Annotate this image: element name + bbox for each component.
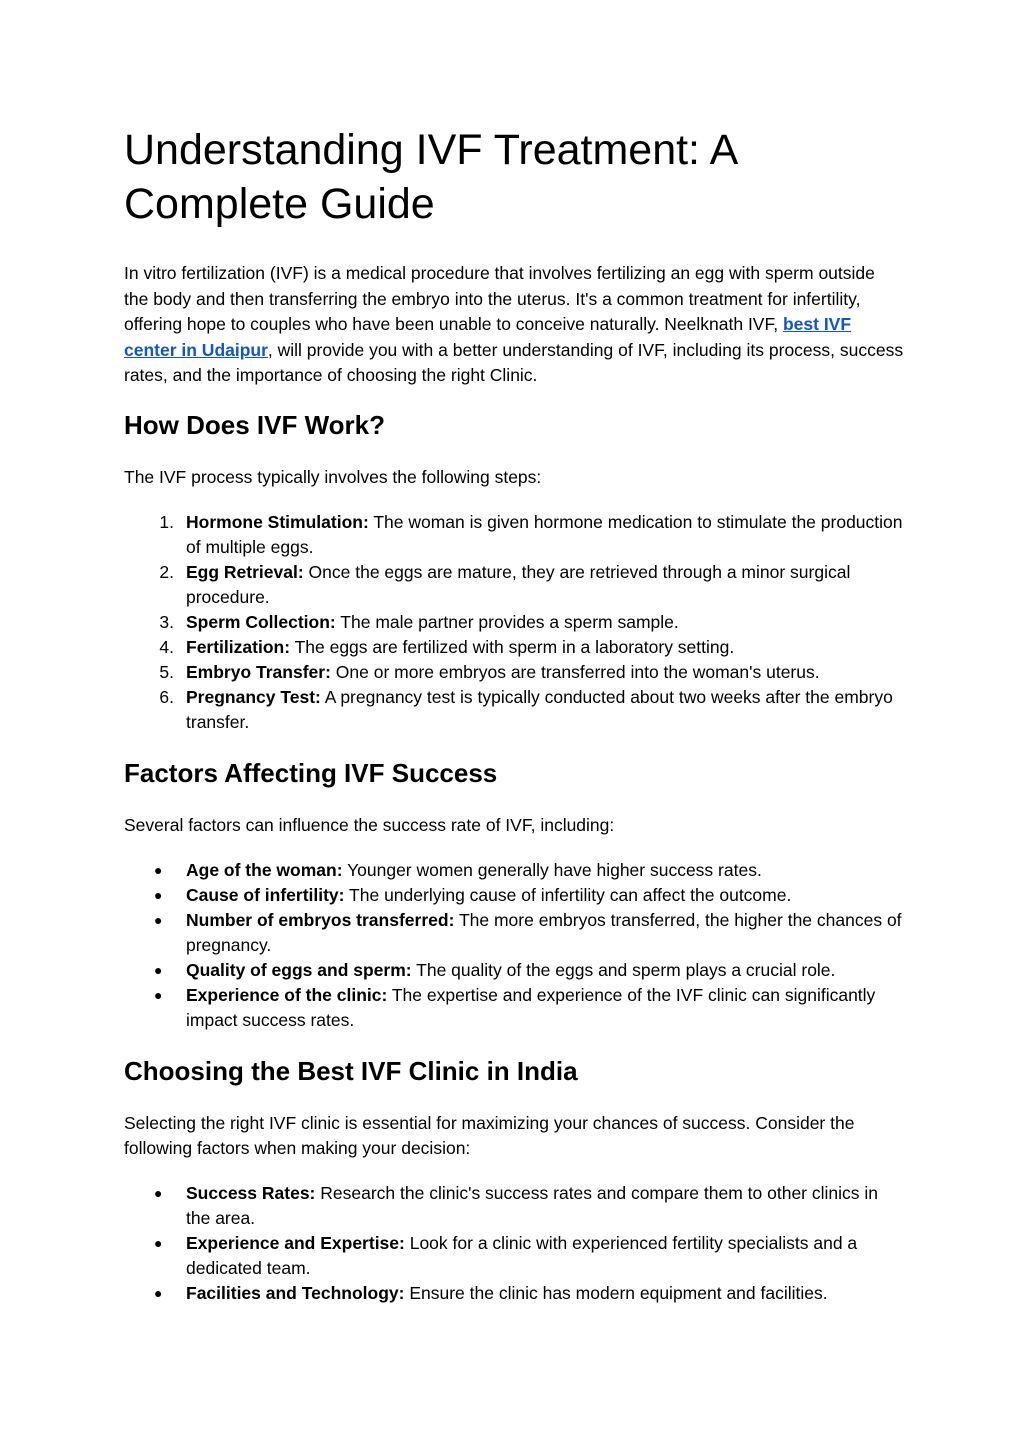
list-item-term: Fertilization: <box>186 637 291 657</box>
list-item-term: Age of the woman: <box>186 860 343 880</box>
intro-text-after-link: , will provide you with a better understanding of IVF, including its process, success rates, and the importance of choosing the right Clinic. <box>124 339 904 385</box>
factors-lead-text: Several factors can influence the success rate of IVF, including: <box>124 815 615 835</box>
list-item-text: The male partner provides a sperm sample. <box>335 612 679 632</box>
list-item-term: Sperm Collection: <box>186 612 336 632</box>
list-marker: 1. <box>159 512 174 532</box>
list-item-text: Look for a clinic with experienced fertility specialists and a dedicated team. <box>186 1233 858 1278</box>
ivf-step-item <box>124 685 904 735</box>
list-item-text: The more embryos transferred, the higher the chances of pregnancy. <box>186 910 902 955</box>
ivf-step-item <box>124 660 904 685</box>
ivf-step-item <box>124 510 904 560</box>
list-marker: 6. <box>159 687 174 707</box>
list-item-term: Success Rates: <box>186 1183 316 1203</box>
ivf-step-item <box>124 610 904 635</box>
intro-text-before-link: In vitro fertilization (IVF) is a medical procedure that involves fertilizing an egg with sperm outside the body and then transferring the embryo into the uterus. It's a common treatment for infertility, offering hope to couples who have been unable to conceive naturally. Neelknath IVF, <box>124 263 875 334</box>
list-marker: ● <box>154 1185 163 1201</box>
factor-item <box>124 883 904 908</box>
heading-how-ivf-works: How Does IVF Work? <box>124 410 385 440</box>
list-item-term: Embryo Transfer: <box>186 662 331 682</box>
clinic-factor-item <box>124 1281 904 1306</box>
list-item-text: A pregnancy test is typically conducted about two weeks after the embryo transfer. <box>186 687 893 732</box>
heading-factors: Factors Affecting IVF Success <box>124 758 498 788</box>
list-marker: ● <box>154 1235 163 1251</box>
list-item-text: The expertise and experience of the IVF clinic can significantly impact success rates. <box>186 985 876 1030</box>
how-lead-text: The IVF process typically involves the following steps: <box>124 467 542 487</box>
factor-item <box>124 958 904 983</box>
list-item-text: The quality of the eggs and sperm plays a crucial role. <box>411 960 836 980</box>
list-item-text: The eggs are fertilized with sperm in a laboratory setting. <box>290 637 735 657</box>
intro-paragraph <box>124 261 904 389</box>
choosing-lead-text: Selecting the right IVF clinic is essential for maximizing your chances of success. Consider the following factors when making your decision: <box>124 1113 855 1158</box>
list-marker: ● <box>154 962 163 978</box>
list-item-term: Quality of eggs and sperm: <box>186 960 412 980</box>
list-item-term: Facilities and Technology: <box>186 1283 405 1303</box>
list-item-term: Pregnancy Test: <box>186 687 321 707</box>
list-item-term: Experience of the clinic: <box>186 985 388 1005</box>
list-marker: ● <box>154 1285 163 1301</box>
factors-list <box>124 858 904 1033</box>
list-marker: ● <box>154 912 163 928</box>
clinic-factor-item <box>124 1231 904 1281</box>
list-item-term: Egg Retrieval: <box>186 562 304 582</box>
ivf-steps-list <box>124 510 904 735</box>
heading-choosing-clinic: Choosing the Best IVF Clinic in India <box>124 1056 578 1086</box>
factor-item <box>124 983 904 1033</box>
document-title: Understanding IVF Treatment: A Complete Guide <box>124 126 736 228</box>
list-marker: ● <box>154 987 163 1003</box>
list-marker: 4. <box>159 637 174 657</box>
list-item-term: Experience and Expertise: <box>186 1233 405 1253</box>
ivf-step-item <box>124 635 904 660</box>
list-item-text: Research the clinic's success rates and compare them to other clinics in the area. <box>186 1183 879 1228</box>
list-marker: 3. <box>159 612 174 632</box>
list-item-text: Ensure the clinic has modern equipment and facilities. <box>404 1283 828 1303</box>
udaipur-ivf-center-link[interactable]: best IVF center in Udaipur <box>124 314 852 360</box>
list-item-term: Number of embryos transferred: <box>186 910 455 930</box>
list-marker: ● <box>154 887 163 903</box>
list-item-term: Cause of infertility: <box>186 885 345 905</box>
clinic-factor-item <box>124 1181 904 1231</box>
list-marker: 2. <box>159 562 174 582</box>
ivf-step-item <box>124 560 904 610</box>
list-marker: ● <box>154 862 163 878</box>
list-item-text: The underlying cause of infertility can affect the outcome. <box>344 885 792 905</box>
factor-item <box>124 858 904 883</box>
factor-item <box>124 908 904 958</box>
list-item-text: The woman is given hormone medication to stimulate the production of multiple eggs. <box>186 512 903 557</box>
list-item-text: One or more embryos are transferred into the woman's uterus. <box>330 662 820 682</box>
list-item-term: Hormone Stimulation: <box>186 512 369 532</box>
list-item-text: Once the eggs are mature, they are retrieved through a minor surgical procedure. <box>186 562 851 607</box>
choosing-factors-list <box>124 1181 904 1306</box>
list-marker: 5. <box>159 662 174 682</box>
list-item-text: Younger women generally have higher success rates. <box>342 860 762 880</box>
